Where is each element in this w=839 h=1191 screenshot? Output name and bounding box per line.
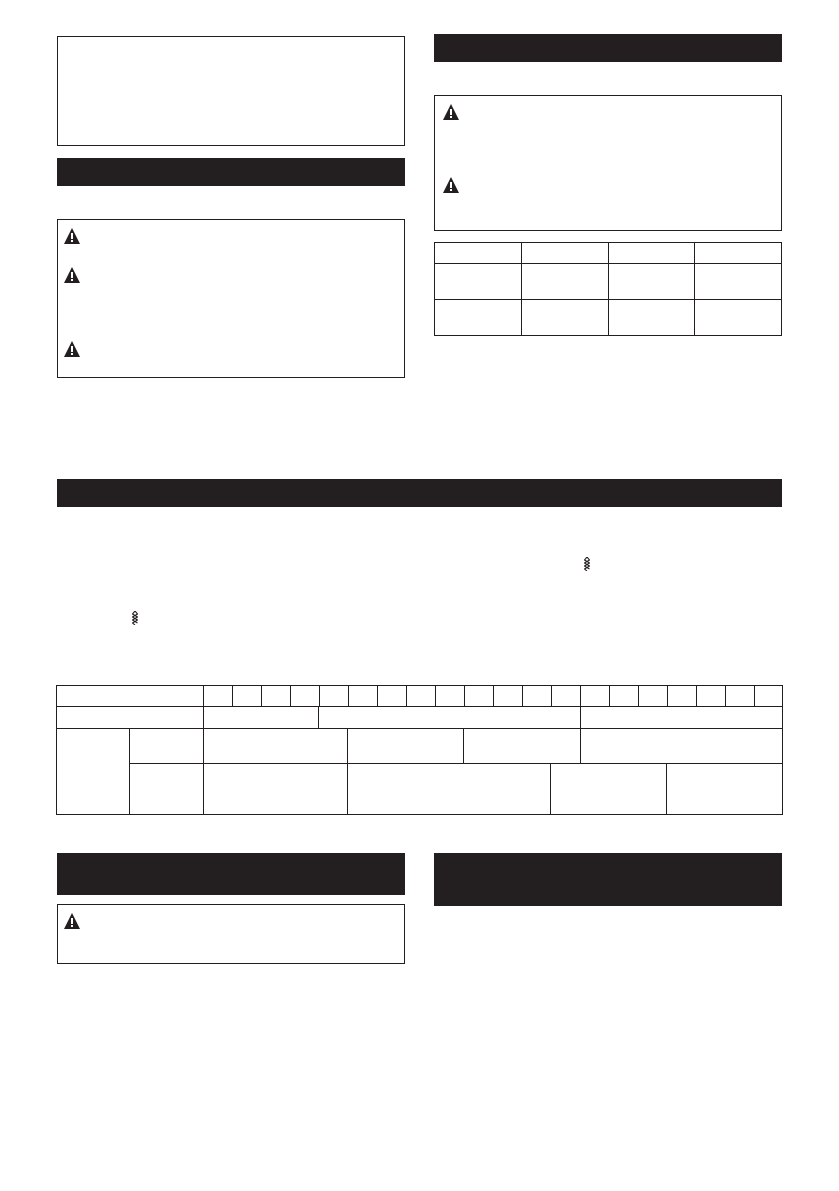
section-header-right — [434, 34, 782, 62]
small-spec-table — [434, 242, 782, 336]
warning-triangle-icon — [443, 104, 459, 120]
warning-triangle-icon — [64, 341, 80, 357]
section-header-bottom-left — [57, 853, 405, 895]
table-cell — [608, 243, 695, 264]
table-cell — [521, 300, 608, 336]
warning-box-left — [57, 219, 405, 378]
table-cell — [521, 243, 608, 264]
table-cell — [435, 243, 522, 264]
table-cell — [608, 264, 695, 300]
warning-triangle-icon — [64, 913, 80, 929]
section-header-left — [57, 158, 405, 186]
table-cell — [435, 300, 522, 336]
table-row — [435, 264, 782, 300]
note-box-top-left — [57, 36, 405, 146]
warning-box-bottom-left — [57, 904, 405, 964]
drill-bit-icon — [584, 557, 590, 571]
section-header-wide — [57, 479, 782, 507]
warning-triangle-icon — [64, 228, 80, 244]
table-cell — [695, 300, 782, 336]
table-cell — [521, 264, 608, 300]
table-row — [435, 243, 782, 264]
table-cell — [608, 300, 695, 336]
large-spec-table — [56, 685, 783, 815]
drill-bit-icon — [132, 611, 138, 625]
table-row — [435, 300, 782, 336]
warning-triangle-icon — [443, 177, 459, 193]
table-cell — [695, 243, 782, 264]
table-cell — [435, 264, 522, 300]
section-header-bottom-right — [434, 853, 782, 906]
warning-triangle-icon — [64, 267, 80, 283]
warning-box-right — [434, 95, 782, 231]
table-cell — [695, 264, 782, 300]
